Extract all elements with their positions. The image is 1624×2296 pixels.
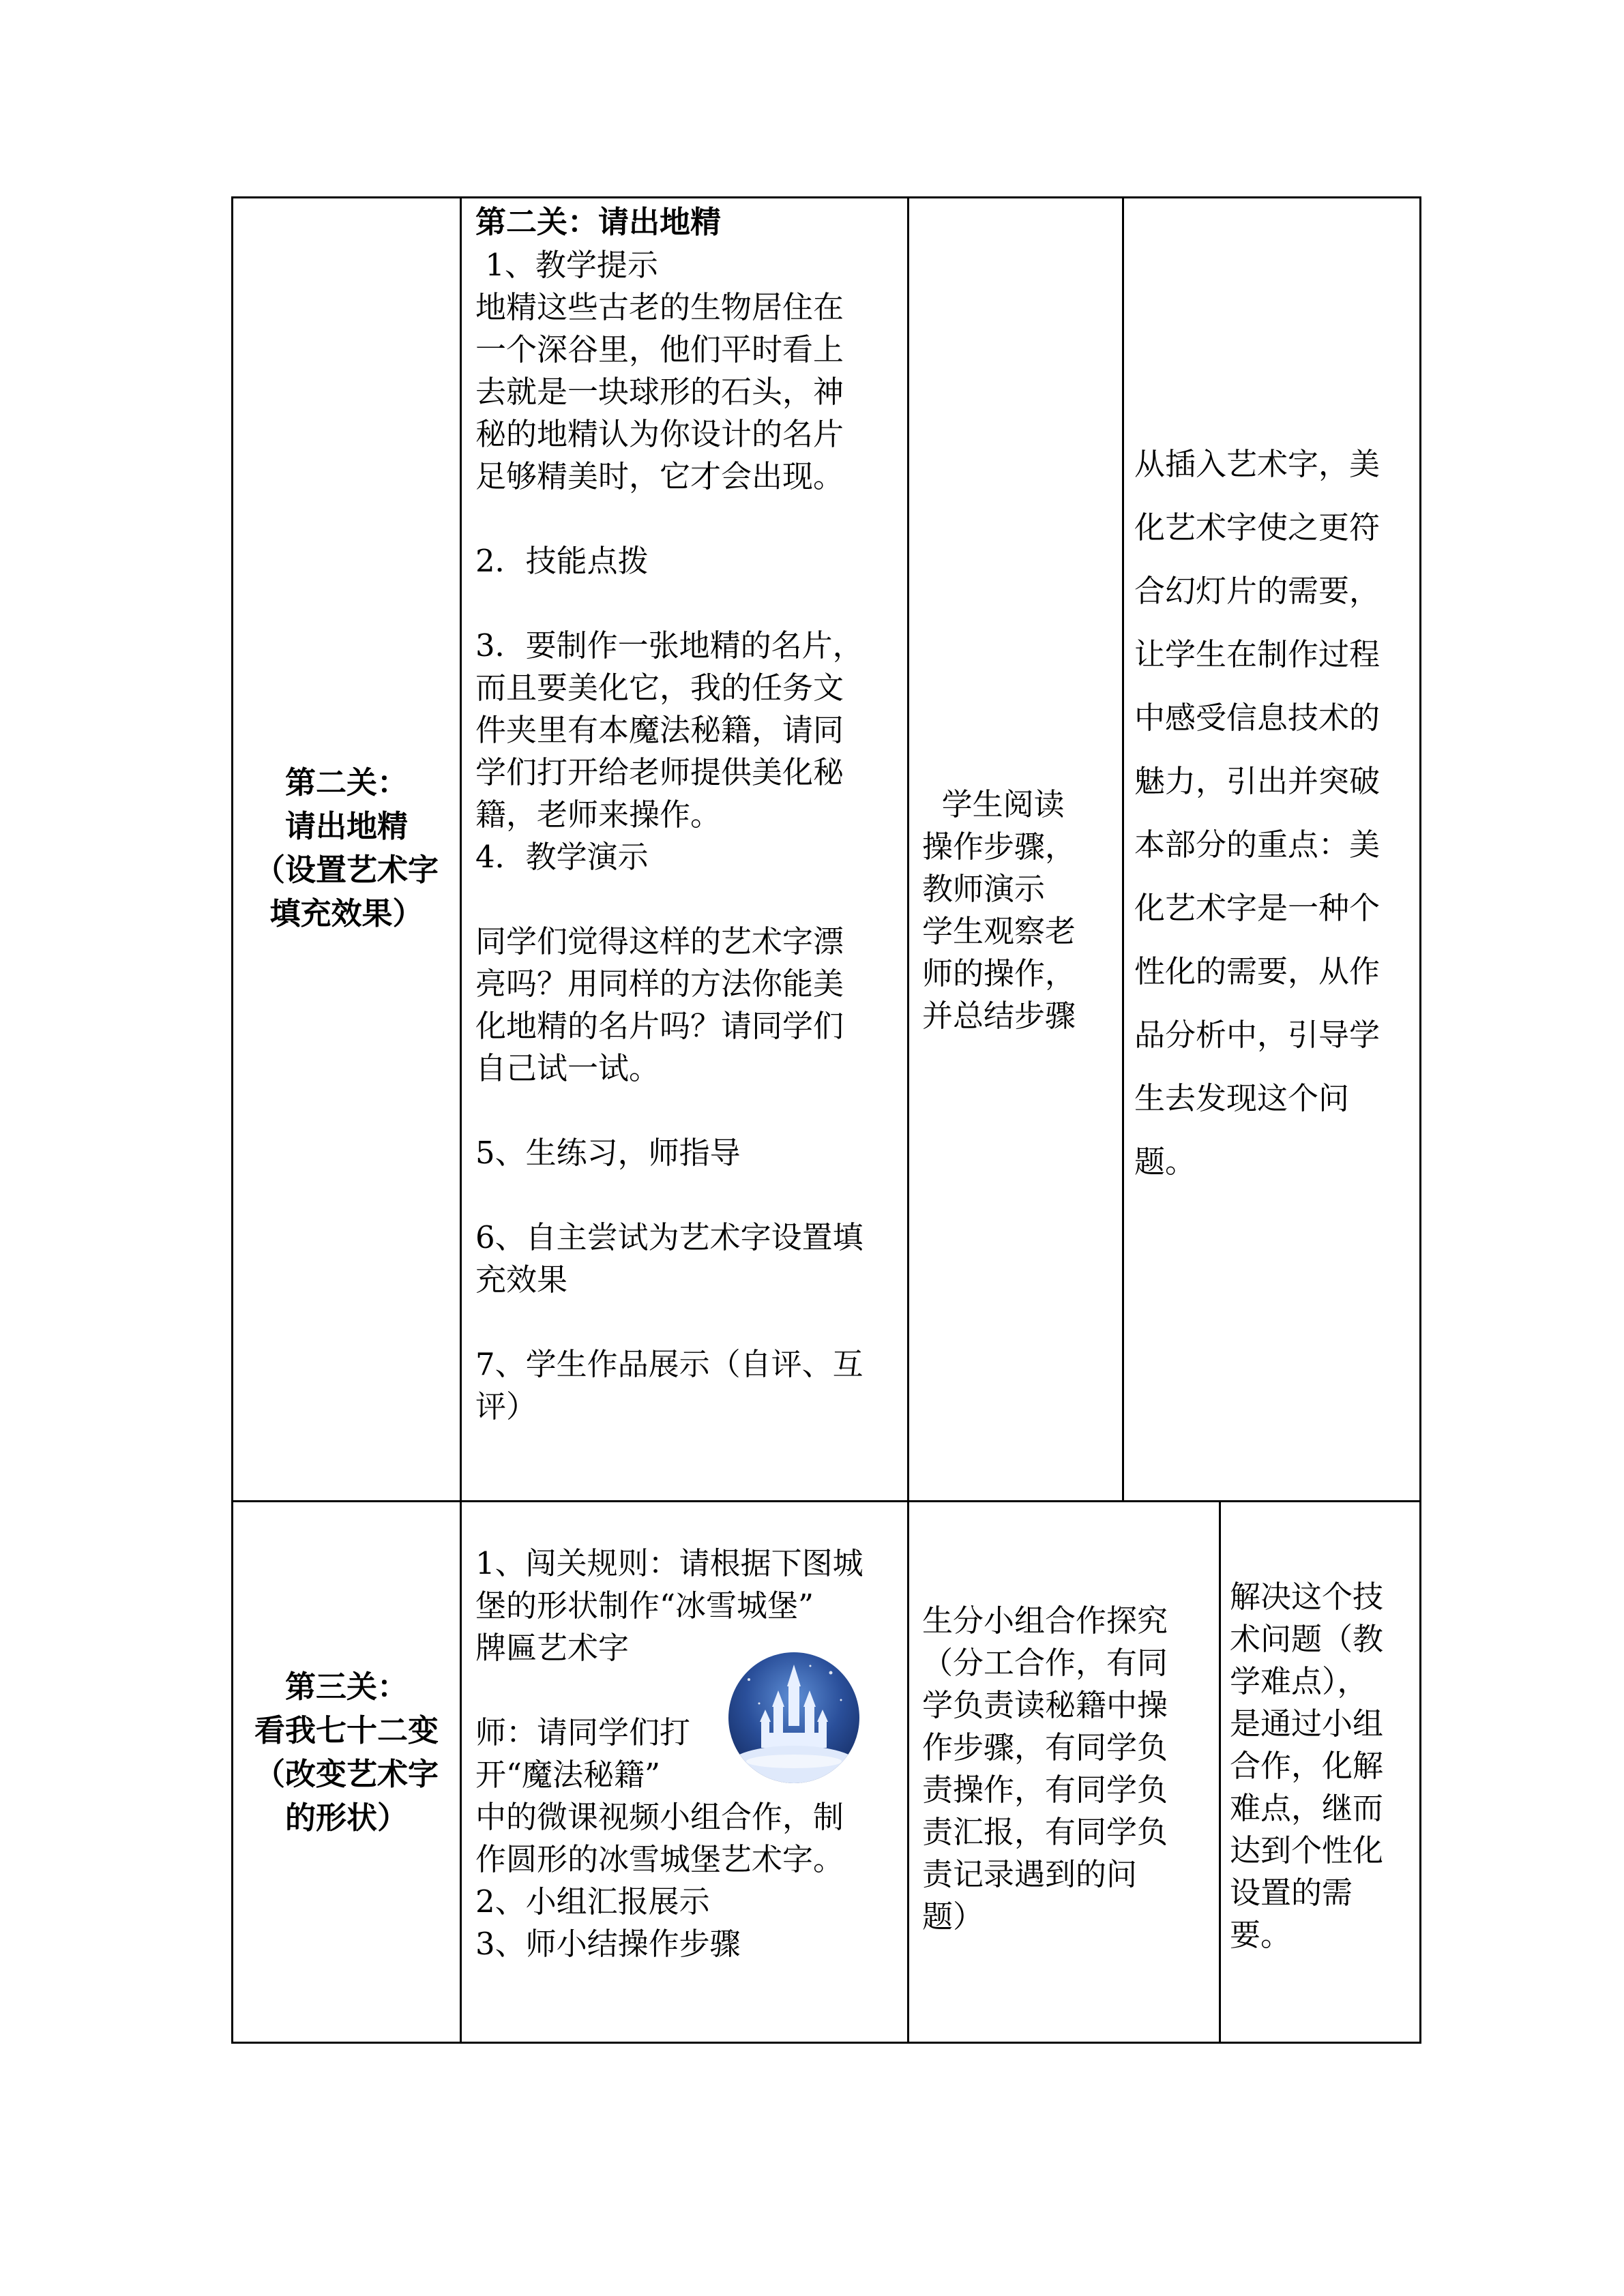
content-line: 2、小组汇报展示 <box>475 1883 710 1920</box>
stage3-label-line: 第三关： <box>284 1669 408 1705</box>
student-line: 责操作，有同学负 <box>922 1772 1168 1808</box>
stage2-label-line: 填充效果） <box>269 895 424 931</box>
content-line: 师：请同学们打 <box>475 1714 691 1750</box>
content-line: 开“魔法秘籍” <box>475 1757 661 1793</box>
content-line: 亮吗？用同样的方法你能美 <box>475 966 844 1002</box>
student-line: 生分小组合作探究 <box>922 1602 1168 1639</box>
student-line: 责记录遇到的问 <box>922 1856 1138 1892</box>
stage2-label-line: 请出地精 <box>284 808 408 844</box>
content-line: 牌匾艺术字 <box>475 1630 630 1666</box>
student-line: 学生观察老 <box>922 913 1076 949</box>
content-line: 评） <box>475 1388 537 1425</box>
column-divider-3-row2 <box>1219 1500 1221 2044</box>
content-line: 3．要制作一张地精的名片， <box>475 627 863 664</box>
content-line: 4．教学演示 <box>475 839 649 875</box>
design-line: 设置的需 <box>1230 1875 1353 1911</box>
content-line: 而且要美化它，我的任务文 <box>475 670 844 706</box>
content-line: 充效果 <box>475 1262 568 1298</box>
content-line: 5、生练习，师指导 <box>475 1135 741 1171</box>
design-line: 术问题（教 <box>1230 1621 1384 1657</box>
ice-castle-image <box>728 1652 859 1783</box>
student-line: 教师演示 <box>922 871 1046 907</box>
design-line: 化艺术字使之更符 <box>1134 509 1381 546</box>
content-line: 1、闯关规则：请根据下图城 <box>475 1545 863 1581</box>
student-line: （分工合作，有同 <box>922 1645 1168 1681</box>
table-border-left <box>231 196 233 2044</box>
content-line: 一个深谷里，他们平时看上 <box>475 331 844 368</box>
design-line: 品分析中，引导学 <box>1134 1017 1381 1053</box>
stage2-label-line: （设置艺术字 <box>254 852 439 888</box>
stage3-label-line: 的形状） <box>284 1800 408 1836</box>
content-line: 1、教学提示 <box>475 247 658 283</box>
student-line: 学生阅读 <box>922 786 1065 822</box>
content-line: 7、学生作品展示（自评、互 <box>475 1346 863 1382</box>
student-line: 学负责读秘籍中操 <box>922 1687 1168 1723</box>
content-line: 籍，老师来操作。 <box>475 796 722 833</box>
design-line: 魅力，引出并突破 <box>1134 763 1381 799</box>
design-line: 性化的需要，从作 <box>1134 953 1381 989</box>
design-line: 是通过小组 <box>1230 1705 1384 1742</box>
content-line: 化地精的名片吗？请同学们 <box>475 1008 844 1044</box>
student-line: 责汇报，有同学负 <box>922 1814 1168 1850</box>
content-line: 2．技能点拨 <box>475 543 649 579</box>
content-line: 自己试一试。 <box>475 1050 660 1086</box>
content-line: 6、自主尝试为艺术字设置填 <box>475 1219 863 1255</box>
design-line: 从插入艺术字，美 <box>1134 446 1381 482</box>
content-line: 作圆形的冰雪城堡艺术字。 <box>475 1841 844 1877</box>
design-line: 让学生在制作过程 <box>1134 636 1381 672</box>
design-line: 本部分的重点：美 <box>1134 826 1381 863</box>
design-line: 要。 <box>1230 1917 1292 1953</box>
stage2-label-line: 第二关： <box>284 764 408 801</box>
row-divider <box>231 1500 1421 1502</box>
stage2-title: 第二关：请出地精 <box>475 204 722 240</box>
content-line: 地精这些古老的生物居住在 <box>475 289 844 325</box>
design-line: 化艺术字是一种个 <box>1134 890 1381 926</box>
content-line: 学们打开给老师提供美化秘 <box>475 754 844 790</box>
student-line: 师的操作， <box>922 955 1076 992</box>
content-line: 中的微课视频小组合作，制 <box>475 1799 844 1835</box>
table-border-bottom <box>231 2042 1421 2044</box>
student-line: 作步骤，有同学负 <box>922 1729 1168 1765</box>
content-line: 足够精美时，它才会出现。 <box>475 458 844 494</box>
design-line: 学难点）， <box>1230 1663 1368 1699</box>
content-line: 3、师小结操作步骤 <box>475 1926 741 1962</box>
design-line: 题。 <box>1134 1144 1196 1180</box>
column-divider-2 <box>907 196 909 2044</box>
table-border-right <box>1419 196 1421 2044</box>
column-divider-1 <box>460 196 462 2044</box>
table-border-top <box>231 196 1421 198</box>
content-line: 同学们觉得这样的艺术字漂 <box>475 923 844 959</box>
design-line: 合幻灯片的需要， <box>1134 573 1381 609</box>
design-line: 中感受信息技术的 <box>1134 700 1381 736</box>
content-line: 件夹里有本魔法秘籍，请同 <box>475 712 844 748</box>
content-line: 秘的地精认为你设计的名片 <box>475 416 844 452</box>
student-line: 操作步骤， <box>922 829 1076 865</box>
stage3-label-line: 看我七十二变 <box>254 1712 439 1748</box>
student-line: 题） <box>922 1898 984 1935</box>
stage3-label-line: （改变艺术字 <box>254 1756 439 1792</box>
design-line: 生去发现这个问 <box>1134 1080 1350 1116</box>
student-line: 并总结步骤 <box>922 998 1076 1034</box>
design-line: 合作，化解 <box>1230 1748 1384 1784</box>
design-line: 达到个性化 <box>1230 1832 1384 1868</box>
content-line: 去就是一块球形的石头，神 <box>475 374 844 410</box>
content-line: 堡的形状制作“冰雪城堡” <box>475 1587 814 1624</box>
design-line: 难点，继而 <box>1230 1790 1384 1826</box>
column-divider-3-row1 <box>1122 196 1124 1502</box>
design-line: 解决这个技 <box>1230 1579 1384 1615</box>
